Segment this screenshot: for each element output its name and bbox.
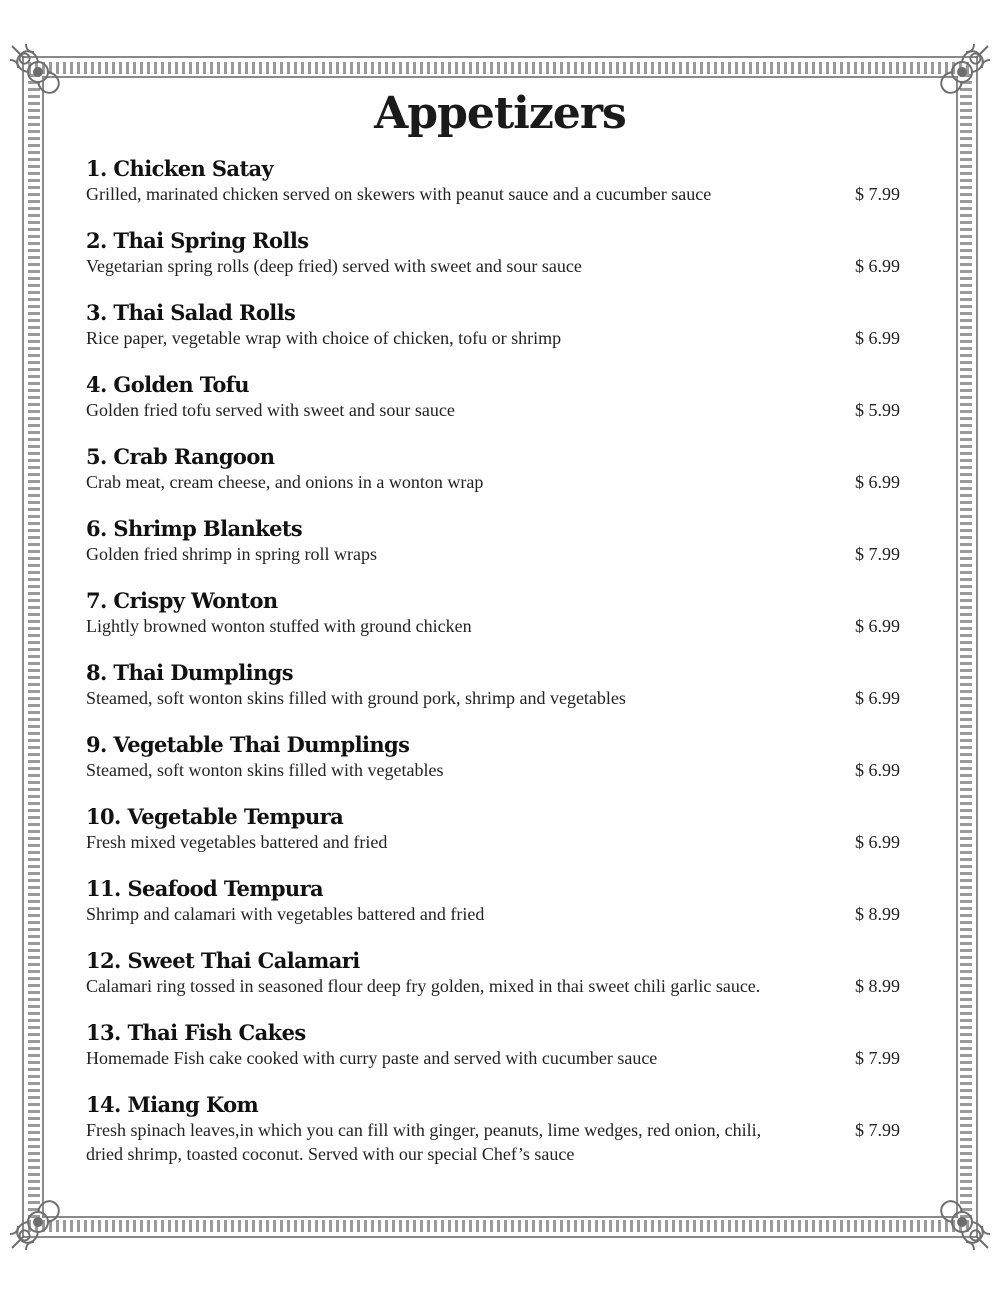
menu-item-price: $ 7.99	[855, 1120, 900, 1140]
menu-item	[86, 1092, 906, 1166]
page-title: Appetizers	[374, 88, 626, 139]
menu-item	[86, 444, 906, 494]
menu-item	[86, 804, 906, 854]
menu-item-price: $ 6.99	[855, 328, 900, 348]
menu-item-name: 4. Golden Tofu	[86, 372, 249, 397]
menu-item-name: 3. Thai Salad Rolls	[86, 300, 296, 325]
menu-item-price: $ 6.99	[855, 688, 900, 708]
menu-item-price: $ 8.99	[855, 976, 900, 996]
menu-item-name: 6. Shrimp Blankets	[86, 516, 303, 541]
menu-item	[86, 732, 906, 782]
menu-item-price: $ 8.99	[855, 904, 900, 924]
menu-item-price: $ 5.99	[855, 400, 900, 420]
menu-item-description: Steamed, soft wonton skins filled with vegetables	[86, 760, 444, 780]
menu-item-price: $ 6.99	[855, 256, 900, 276]
menu-item	[86, 372, 906, 422]
menu-item-name: 14. Miang Kom	[86, 1092, 259, 1117]
menu-item-price: $ 6.99	[855, 472, 900, 492]
menu-item-price: $ 7.99	[855, 1048, 900, 1068]
menu-item-description: Lightly browned wonton stuffed with ground chicken	[86, 616, 472, 636]
menu-item	[86, 300, 906, 350]
menu-item-description: Rice paper, vegetable wrap with choice of chicken, tofu or shrimp	[86, 328, 562, 348]
menu-item-name: 11. Seafood Tempura	[86, 876, 324, 901]
menu-item-price: $ 7.99	[855, 544, 900, 564]
menu-item-name: 10. Vegetable Tempura	[86, 804, 344, 829]
menu-item-price: $ 6.99	[855, 760, 900, 780]
menu-item-description: Shrimp and calamari with vegetables battered and fried	[86, 904, 485, 924]
menu-item-name: 5. Crab Rangoon	[86, 444, 275, 469]
menu-item-price: $ 7.99	[855, 184, 900, 204]
menu-item-price: $ 6.99	[855, 832, 900, 852]
menu-item-price: $ 6.99	[855, 616, 900, 636]
menu-item-name: 8. Thai Dumplings	[86, 660, 293, 685]
menu-item-description: Grilled, marinated chicken served on skewers with peanut sauce and a cucumber sauce	[86, 184, 712, 204]
menu-item	[86, 948, 906, 998]
menu-item-name: 7. Crispy Wonton	[86, 588, 278, 613]
menu-item-description: Vegetarian spring rolls (deep fried) served with sweet and sour sauce	[86, 256, 582, 276]
menu-item-description: Calamari ring tossed in seasoned flour deep fry golden, mixed in thai sweet chili garlic sauce.	[86, 976, 761, 996]
menu-item-name: 2. Thai Spring Rolls	[86, 228, 309, 253]
menu-item-description: Fresh mixed vegetables battered and fried	[86, 832, 388, 852]
menu-item	[86, 660, 906, 710]
menu-item-description: Steamed, soft wonton skins filled with ground pork, shrimp and vegetables	[86, 688, 626, 708]
menu-item-name: 13. Thai Fish Cakes	[86, 1020, 306, 1045]
menu-item	[86, 588, 906, 638]
menu-item-description: Fresh spinach leaves,in which you can fill with ginger, peanuts, lime wedges, red onion, chili, dried shrimp, toasted coconut. Served with our special Chef’s sauce	[86, 1120, 762, 1164]
corner-ornament-icon	[6, 1190, 70, 1254]
menu-item	[86, 876, 906, 926]
corner-ornament-icon	[930, 1190, 994, 1254]
menu-item	[86, 1020, 906, 1070]
menu-list	[86, 156, 906, 1188]
menu-item	[86, 228, 906, 278]
menu-item-name: 9. Vegetable Thai Dumplings	[86, 732, 410, 757]
menu-item	[86, 516, 906, 566]
menu-item-description: Crab meat, cream cheese, and onions in a wonton wrap	[86, 472, 484, 492]
menu-item-name: 12. Sweet Thai Calamari	[86, 948, 360, 973]
menu-item-description: Golden fried shrimp in spring roll wraps	[86, 544, 377, 564]
menu-item-description: Homemade Fish cake cooked with curry paste and served with cucumber sauce	[86, 1048, 658, 1068]
menu-item-name: 1. Chicken Satay	[86, 156, 274, 181]
menu-item-description: Golden fried tofu served with sweet and sour sauce	[86, 400, 455, 420]
menu-item	[86, 156, 906, 206]
